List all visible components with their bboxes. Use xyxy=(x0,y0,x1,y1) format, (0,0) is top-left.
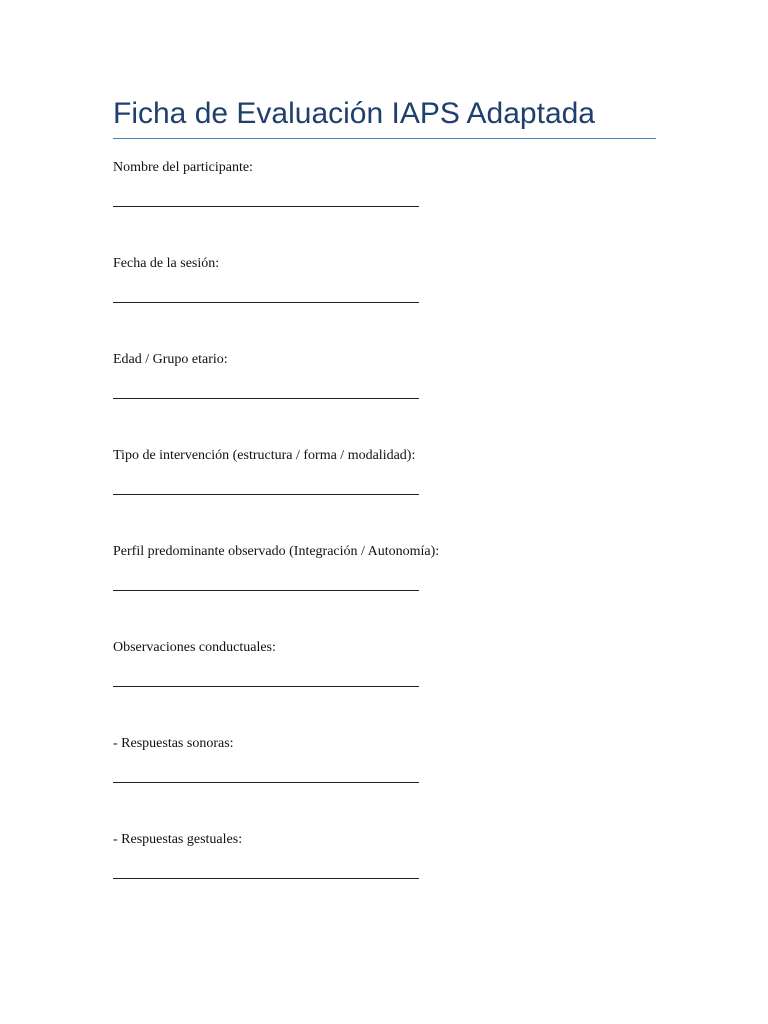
field-age-group xyxy=(113,350,673,446)
field-intervention-type xyxy=(113,446,673,542)
blank-line[interactable] xyxy=(113,878,419,879)
field-label: - Respuestas gestuales: xyxy=(113,832,243,847)
field-label: Observaciones conductuales: xyxy=(113,640,276,655)
blank-line[interactable] xyxy=(113,686,419,687)
blank-line[interactable] xyxy=(113,590,419,591)
blank-line[interactable] xyxy=(113,494,419,495)
field-label: Edad / Grupo etario: xyxy=(113,352,228,367)
field-gestural-responses xyxy=(113,830,673,926)
field-label: Nombre del participante: xyxy=(113,160,253,175)
field-label: Fecha de la sesión: xyxy=(113,256,220,271)
form-fields xyxy=(113,158,673,926)
blank-line[interactable] xyxy=(113,782,419,783)
field-label: Perfil predominante observado (Integración / Autonomía): xyxy=(113,544,440,559)
field-predominant-profile xyxy=(113,542,673,638)
field-sound-responses xyxy=(113,734,673,830)
field-session-date xyxy=(113,254,673,350)
field-behavioral-observations xyxy=(113,638,673,734)
field-participant-name xyxy=(113,158,673,254)
blank-line[interactable] xyxy=(113,302,419,303)
document-title: Ficha de Evaluación IAPS Adaptada xyxy=(113,97,595,130)
field-label: Tipo de intervención (estructura / forma / modalidad): xyxy=(113,448,416,463)
title-underline xyxy=(113,138,656,139)
field-label: - Respuestas sonoras: xyxy=(113,736,234,751)
blank-line[interactable] xyxy=(113,398,419,399)
blank-line[interactable] xyxy=(113,206,419,207)
